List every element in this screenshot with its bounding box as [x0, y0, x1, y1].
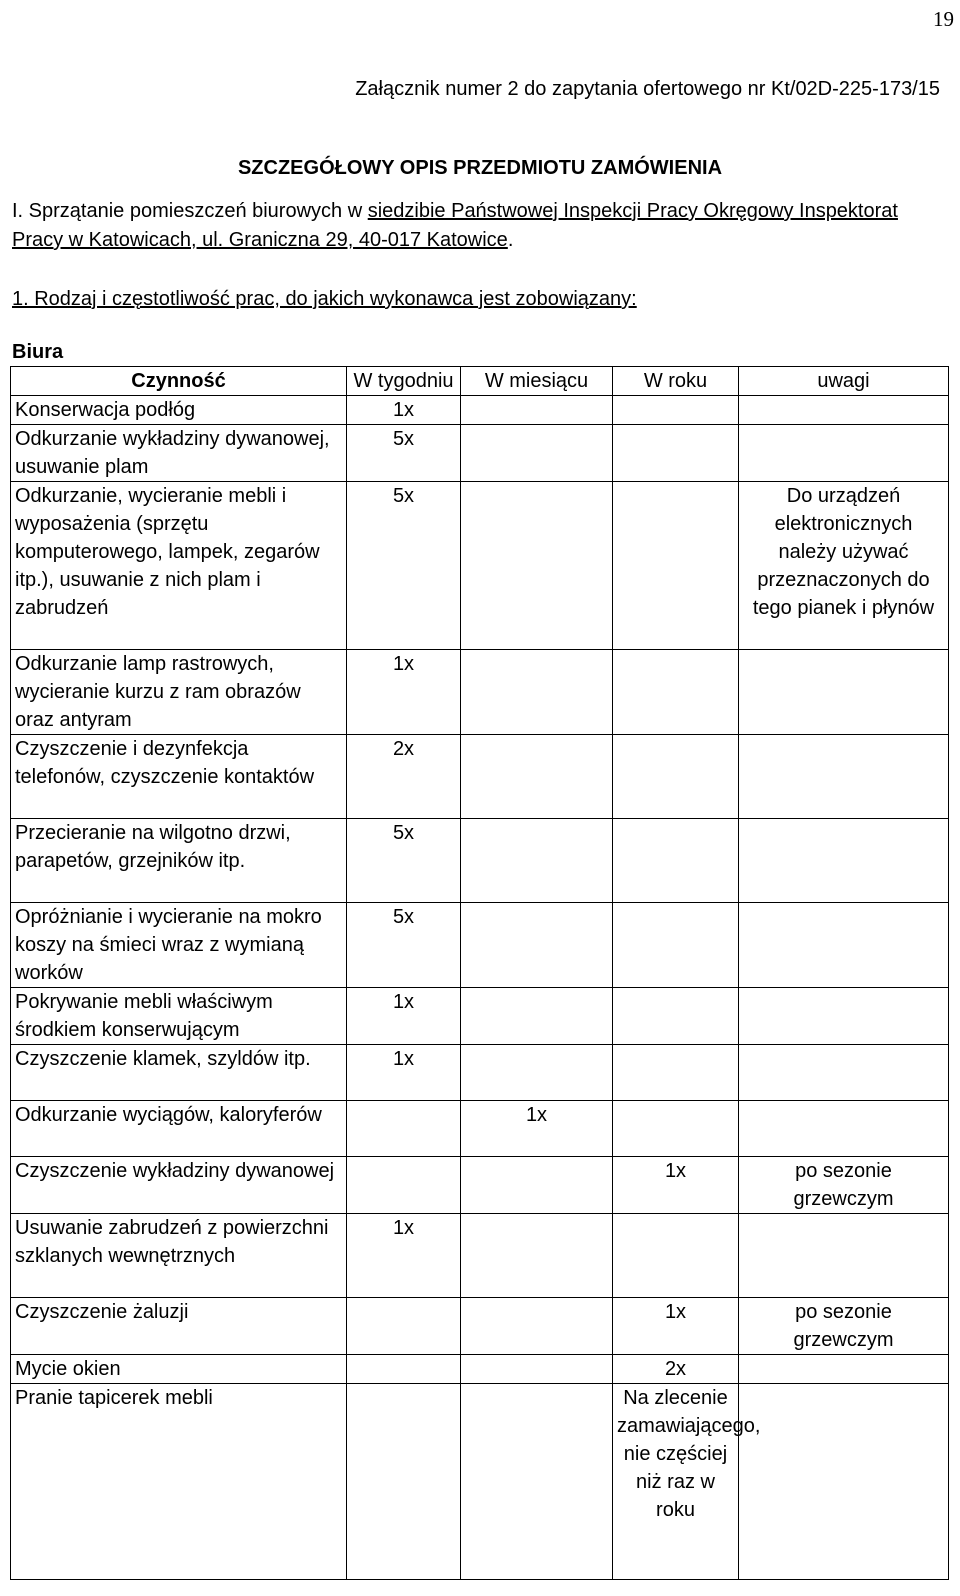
- cell-year: [613, 903, 739, 988]
- cell-month: [461, 482, 613, 650]
- cell-month: [461, 650, 613, 735]
- cell-activity: Czyszczenie klamek, szyldów itp.: [11, 1045, 347, 1101]
- cell-year: [613, 396, 739, 425]
- cell-week: 1x: [347, 396, 461, 425]
- cell-activity: Odkurzanie wykładziny dywanowej, usuwanie plam: [11, 425, 347, 482]
- cell-month: [461, 396, 613, 425]
- cell-year: [613, 735, 739, 819]
- cell-week: 1x: [347, 988, 461, 1045]
- cell-year: [613, 1214, 739, 1298]
- table-row: [11, 425, 949, 482]
- table-row: [11, 482, 949, 650]
- cell-week: 1x: [347, 650, 461, 735]
- cell-week: 1x: [347, 1214, 461, 1298]
- table-row: [11, 1355, 949, 1384]
- header-activity: Czynność: [11, 367, 347, 396]
- cell-year: [613, 425, 739, 482]
- cell-activity: Przecieranie na wilgotno drzwi, parapetów, grzejników itp.: [11, 819, 347, 903]
- cell-notes: [739, 1214, 949, 1298]
- table-row: [11, 1157, 949, 1214]
- cell-week: [347, 1355, 461, 1384]
- cell-notes: po sezonie grzewczym: [739, 1157, 949, 1214]
- cell-activity: Czyszczenie żaluzji: [11, 1298, 347, 1355]
- cell-activity: Pokrywanie mebli właściwym środkiem konserwującym: [11, 988, 347, 1045]
- cell-notes: [739, 735, 949, 819]
- cell-month: [461, 1355, 613, 1384]
- cell-year: [613, 1045, 739, 1101]
- table-row: [11, 819, 949, 903]
- cell-month: [461, 1045, 613, 1101]
- table-header-row: [11, 367, 949, 396]
- cell-month: [461, 1157, 613, 1214]
- cell-month: [461, 1298, 613, 1355]
- cell-month: [461, 735, 613, 819]
- cell-month: [461, 1214, 613, 1298]
- cell-notes: [739, 650, 949, 735]
- cell-week: 5x: [347, 425, 461, 482]
- cell-week: 1x: [347, 1045, 461, 1101]
- section-heading: [12, 197, 932, 255]
- cell-week: [347, 1298, 461, 1355]
- cell-year: [613, 482, 739, 650]
- cell-notes: [739, 425, 949, 482]
- header-month: W miesiącu: [461, 367, 613, 396]
- cell-week: 5x: [347, 482, 461, 650]
- cell-month: [461, 903, 613, 988]
- cell-month: 1x: [461, 1101, 613, 1157]
- cell-year: [613, 650, 739, 735]
- cell-notes: [739, 988, 949, 1045]
- table-row: [11, 903, 949, 988]
- table-row: [11, 1214, 949, 1298]
- section-location: siedzibie Państwowej Inspekcji Pracy Okręgowy Inspektorat Pracy w Katowicach, ul. Graniczna 29, 40-017 Katowice: [12, 200, 898, 251]
- page-number: 19: [933, 7, 954, 31]
- cell-activity: Odkurzanie wyciągów, kaloryferów: [11, 1101, 347, 1157]
- table-row: [11, 735, 949, 819]
- cell-week: 2x: [347, 735, 461, 819]
- cell-month: [461, 819, 613, 903]
- area-label: Biura: [12, 341, 64, 363]
- cell-week: 5x: [347, 819, 461, 903]
- section-suffix: .: [507, 229, 514, 251]
- cell-year: Na zlecenie zamawiającego, nie częściej niż raz w roku: [613, 1384, 739, 1580]
- cell-notes: po sezonie grzewczym: [739, 1298, 949, 1355]
- cell-notes: [739, 1384, 949, 1580]
- table-row: [11, 1298, 949, 1355]
- cell-year: 1x: [613, 1157, 739, 1214]
- table-row: [11, 1384, 949, 1580]
- cell-activity: Czyszczenie wykładziny dywanowej: [11, 1157, 347, 1214]
- cell-year: [613, 819, 739, 903]
- attachment-reference: Załącznik numer 2 do zapytania ofertowego nr Kt/02D-225-173/15: [355, 78, 940, 100]
- cell-notes: [739, 1355, 949, 1384]
- cell-notes: Do urządzeń elektronicznych należy używać przeznaczonych do tego pianek i płynów: [739, 482, 949, 650]
- cell-week: [347, 1157, 461, 1214]
- works-table: [10, 366, 949, 1580]
- header-notes: uwagi: [739, 367, 949, 396]
- cell-notes: [739, 1101, 949, 1157]
- cell-month: [461, 425, 613, 482]
- cell-activity: Mycie okien: [11, 1355, 347, 1384]
- cell-activity: Pranie tapicerek mebli: [11, 1384, 347, 1580]
- table-row: [11, 1045, 949, 1101]
- subsection-heading: 1. Rodzaj i częstotliwość prac, do jakich wykonawca jest zobowiązany:: [12, 288, 637, 310]
- cell-activity: Opróżnianie i wycieranie na mokro koszy na śmieci wraz z wymianą worków: [11, 903, 347, 988]
- cell-activity: Odkurzanie, wycieranie mebli i wyposażenia (sprzętu komputerowego, lampek, zegarów itp.), usuwanie z nich plam i zabrudzeń: [11, 482, 347, 650]
- cell-activity: Odkurzanie lamp rastrowych, wycieranie kurzu z ram obrazów oraz antyram: [11, 650, 347, 735]
- cell-notes: [739, 903, 949, 988]
- cell-notes: [739, 819, 949, 903]
- table-row: [11, 396, 949, 425]
- header-year: W roku: [613, 367, 739, 396]
- cell-week: [347, 1101, 461, 1157]
- cell-week: 5x: [347, 903, 461, 988]
- cell-activity: Konserwacja podłóg: [11, 396, 347, 425]
- document-title: SZCZEGÓŁOWY OPIS PRZEDMIOTU ZAMÓWIENIA: [237, 157, 723, 179]
- cell-week: [347, 1384, 461, 1580]
- cell-activity: Czyszczenie i dezynfekcja telefonów, czyszczenie kontaktów: [11, 735, 347, 819]
- cell-year: 2x: [613, 1355, 739, 1384]
- cell-notes: [739, 1045, 949, 1101]
- cell-year: 1x: [613, 1298, 739, 1355]
- cell-notes: [739, 396, 949, 425]
- cell-year: [613, 988, 739, 1045]
- cell-year: [613, 1101, 739, 1157]
- section-prefix: I. Sprzątanie pomieszczeń biurowych w: [12, 200, 368, 222]
- cell-month: [461, 988, 613, 1045]
- cell-month: [461, 1384, 613, 1580]
- table-row: [11, 650, 949, 735]
- cell-activity: Usuwanie zabrudzeń z powierzchni szklanych wewnętrznych: [11, 1214, 347, 1298]
- table-row: [11, 1101, 949, 1157]
- table-row: [11, 988, 949, 1045]
- header-week: W tygodniu: [347, 367, 461, 396]
